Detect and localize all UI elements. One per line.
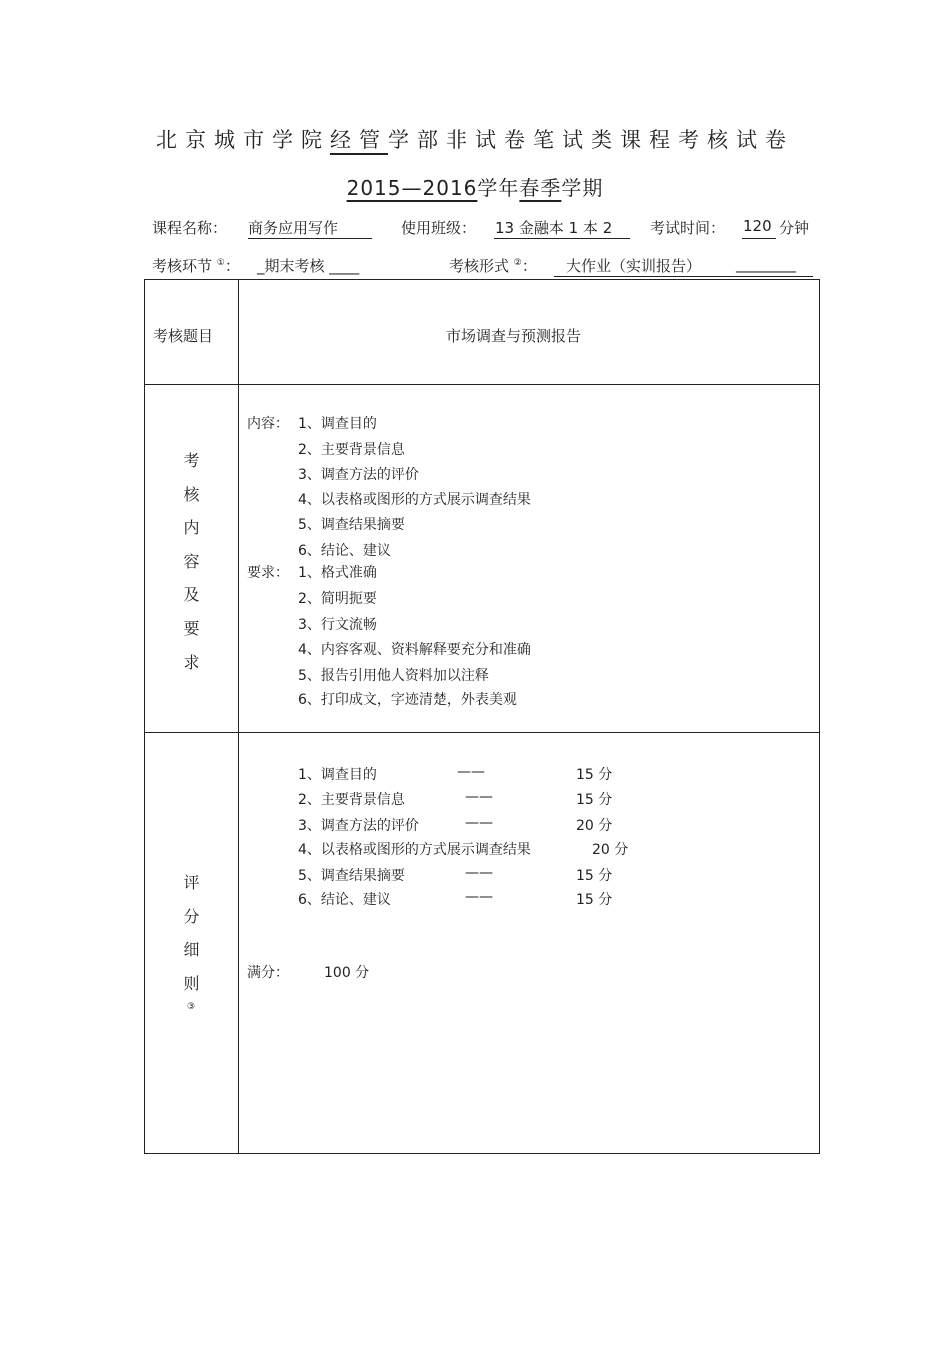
content-label-char: 求 bbox=[183, 652, 200, 672]
title-dept-underlined: 经管 bbox=[330, 128, 388, 152]
requirement-item: 5、报告引用他人资料加以注释 bbox=[298, 668, 489, 684]
stage-label bbox=[152, 255, 240, 276]
exam-table bbox=[144, 279, 820, 1154]
title-part-1: 北京城市学院 bbox=[156, 128, 330, 152]
exam-time-value: 120 bbox=[743, 217, 772, 235]
form-footnote-marker: ② bbox=[513, 258, 522, 268]
score-item-points: 15 分 bbox=[576, 892, 613, 908]
requirements-prefix: 要求： bbox=[247, 565, 289, 581]
table-row-divider-1 bbox=[145, 384, 819, 385]
form-blank: ________ bbox=[736, 255, 796, 273]
class-value: 13 金融本 1 本 2 bbox=[495, 219, 613, 237]
score-item-points: 15 分 bbox=[576, 868, 613, 884]
class-underline bbox=[494, 238, 630, 239]
requirement-item: 1、格式准确 bbox=[298, 565, 377, 581]
content-label-char: 内 bbox=[183, 518, 200, 538]
table-column-divider bbox=[238, 280, 239, 1153]
form-value: 大作业（实训报告） bbox=[566, 257, 702, 275]
form-label-text: 考核形式 bbox=[449, 257, 510, 275]
class-label: 使用班级： bbox=[401, 219, 477, 237]
score-item-dash: —— bbox=[457, 764, 485, 780]
score-item-points: 20 分 bbox=[592, 842, 629, 858]
score-item-points: 15 分 bbox=[576, 767, 613, 783]
course-name-underline bbox=[248, 238, 372, 239]
course-name-value: 商务应用写作 bbox=[248, 219, 339, 237]
score-item-name: 6、结论、建议 bbox=[298, 892, 391, 908]
content-label-char: 核 bbox=[183, 484, 200, 504]
content-item: 4、以表格或图形的方式展示调查结果 bbox=[298, 492, 531, 508]
document-title bbox=[0, 124, 950, 154]
exam-time-underline bbox=[742, 238, 776, 239]
form-label bbox=[449, 255, 537, 276]
total-score-label: 满分： bbox=[247, 965, 289, 981]
scoring-rules-label bbox=[145, 866, 238, 1000]
requirement-item: 3、行文流畅 bbox=[298, 617, 377, 633]
content-item: 2、主要背景信息 bbox=[298, 442, 405, 458]
stage-footnote-marker: ① bbox=[216, 258, 225, 268]
stage-value: _期末考核 ____ bbox=[257, 257, 360, 275]
requirement-item: 4、内容客观、资料解释要充分和准确 bbox=[298, 642, 531, 658]
total-score-value: 100 分 bbox=[324, 965, 370, 981]
score-item-points: 15 分 bbox=[576, 792, 613, 808]
form-colon: ： bbox=[521, 257, 537, 275]
form-underline bbox=[554, 276, 813, 277]
content-prefix: 内容： bbox=[247, 416, 289, 432]
scoring-footnote-marker: ③ bbox=[187, 1002, 196, 1012]
score-label-char: 评 bbox=[183, 873, 200, 892]
score-item-dash: —— bbox=[465, 889, 493, 905]
score-label-char: 则 bbox=[183, 973, 200, 993]
content-item: 6、结论、建议 bbox=[298, 543, 391, 559]
semester-years: 2015—2016 bbox=[346, 176, 478, 200]
course-name-label: 课程名称： bbox=[152, 219, 228, 237]
score-item-name: 4、以表格或图形的方式展示调查结果 bbox=[298, 842, 531, 858]
semester-end: 学期 bbox=[561, 176, 604, 200]
content-item: 1、调查目的 bbox=[298, 416, 377, 432]
exam-time-unit: 分钟 bbox=[779, 219, 810, 237]
table-row-divider-2 bbox=[145, 732, 819, 733]
topic-label: 考核题目 bbox=[153, 327, 214, 345]
content-label-char: 容 bbox=[183, 551, 200, 571]
content-item: 5、调查结果摘要 bbox=[298, 517, 405, 533]
semester-line bbox=[0, 172, 950, 201]
content-requirements-label bbox=[145, 444, 238, 679]
score-item-points: 20 分 bbox=[576, 818, 613, 834]
semester-season: 春季 bbox=[519, 176, 562, 200]
semester-mid: 学年 bbox=[477, 176, 520, 200]
requirement-item: 2、简明扼要 bbox=[298, 591, 377, 607]
score-item-name: 3、调查方法的评价 bbox=[298, 818, 419, 834]
content-item: 3、调查方法的评价 bbox=[298, 467, 419, 483]
score-item-name: 5、调查结果摘要 bbox=[298, 868, 405, 884]
score-item-dash: —— bbox=[465, 865, 493, 881]
topic-value: 市场调查与预测报告 bbox=[446, 327, 582, 345]
score-item-dash: —— bbox=[465, 789, 493, 805]
content-label-char: 考 bbox=[183, 451, 200, 470]
score-item-name: 1、调查目的 bbox=[298, 767, 377, 783]
content-label-char: 及 bbox=[183, 585, 200, 605]
requirement-item: 6、打印成文，字迹清楚，外表美观 bbox=[298, 692, 517, 708]
stage-colon: ： bbox=[224, 257, 240, 275]
score-item-dash: —— bbox=[465, 815, 493, 831]
stage-label-text: 考核环节 bbox=[152, 257, 213, 275]
score-label-char: 细 bbox=[183, 940, 200, 960]
content-label-char: 要 bbox=[183, 618, 200, 638]
exam-time-label: 考试时间： bbox=[650, 219, 726, 237]
title-part-2: 学部非试卷笔试类课程考核试卷 bbox=[388, 128, 794, 152]
score-item-name: 2、主要背景信息 bbox=[298, 792, 405, 808]
score-label-char: 分 bbox=[183, 906, 200, 926]
